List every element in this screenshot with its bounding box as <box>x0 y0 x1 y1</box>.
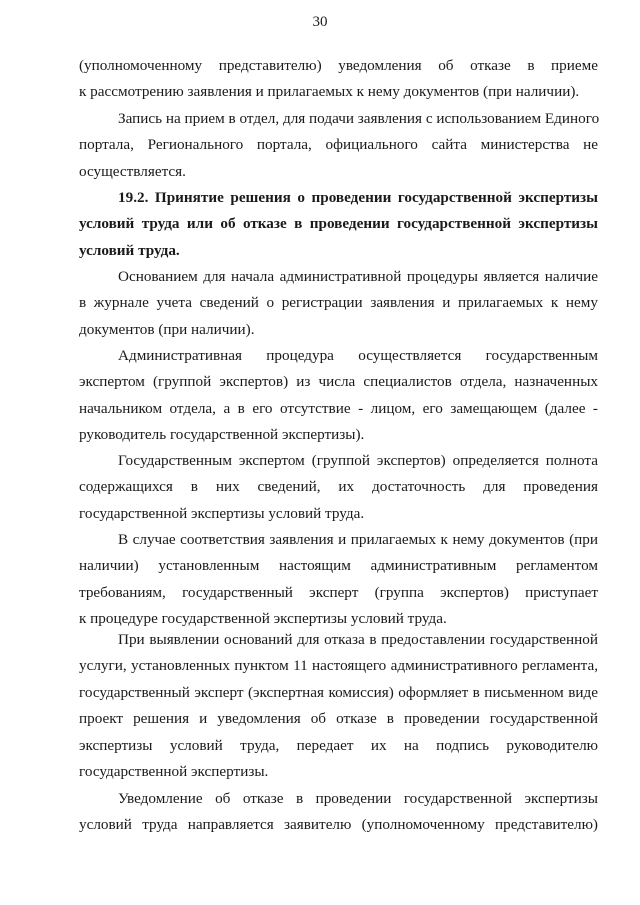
paragraph-continuation <box>79 53 598 106</box>
paragraph-compliance <box>79 527 598 633</box>
text-line: условий труда направляется заявителю (уполномоченному представителю) <box>79 816 598 834</box>
text-line: начальником отдела, а в его отсутствие - лицом, его замещающем (далее - <box>79 399 598 417</box>
heading-line: условий труда или об отказе в проведении государственной экспертизы <box>79 215 598 233</box>
text-line: (уполномоченному представителю) уведомления об отказе в приеме <box>79 57 598 74</box>
text-line: портала, Регионального портала, официального сайта министерства не <box>79 136 598 154</box>
text-line: в журнале учета сведений о регистрации заявления и прилагаемых к нему <box>79 294 598 312</box>
text-line: услуги, установленных пунктом 11 настоящего административного регламента, <box>79 657 598 675</box>
paragraph-refusal-grounds <box>79 627 598 785</box>
text-line: В случае соответствия заявления и прилагаемых к нему документов (при <box>118 531 598 548</box>
paragraph-appointment <box>79 106 598 185</box>
text-line: содержащихся в них сведений, их достаточность для проведения <box>79 478 598 496</box>
paragraph-grounds <box>79 264 598 343</box>
paragraph-notification <box>79 786 598 839</box>
paragraph-procedure <box>79 343 598 449</box>
text-line: государственной экспертизы. <box>79 763 269 781</box>
paragraph-completeness <box>79 448 598 527</box>
text-line: государственной экспертизы условий труда. <box>79 504 365 522</box>
text-line: осуществляется. <box>79 162 186 180</box>
page-number: 30 <box>312 14 328 30</box>
section-heading <box>79 185 598 264</box>
heading-line: условий труда. <box>79 241 180 259</box>
text-line: к рассмотрению заявления и прилагаемых к нему документов (при наличии). <box>79 83 580 101</box>
text-line: Запись на прием в отдел, для подачи заявления с использованием Единого <box>118 110 600 127</box>
text-line: Уведомление об отказе в проведении государственной экспертизы <box>118 790 598 807</box>
heading-line: 19.2. Принятие решения о проведении государственной экспертизы <box>118 189 598 206</box>
text-line: документов (при наличии). <box>79 320 255 338</box>
text-line: Административная процедура осуществляется государственным <box>118 347 598 364</box>
text-line: экспертизы условий труда, передает их на подпись руководителю <box>79 736 598 754</box>
text-line: требованиям, государственный эксперт (группа экспертов) приступает <box>79 583 598 601</box>
text-line: руководитель государственной экспертизы). <box>79 426 365 444</box>
text-line: экспертом (группой экспертов) из числа специалистов отдела, назначенных <box>79 373 598 391</box>
text-line: Государственным экспертом (группой экспертов) определяется полнота <box>118 452 598 469</box>
text-line: Основанием для начала административной процедуры является наличие <box>118 268 598 285</box>
text-line: проект решения и уведомления об отказе в проведении государственной <box>79 710 598 728</box>
text-line: государственный эксперт (экспертная комиссия) оформляет в письменном виде <box>79 683 598 701</box>
text-line: При выявлении оснований для отказа в предоставлении государственной <box>118 631 598 648</box>
text-line: к процедуре государственной экспертизы условий труда. <box>79 610 447 628</box>
text-line: наличии) установленным настоящим административным регламентом <box>79 557 598 575</box>
